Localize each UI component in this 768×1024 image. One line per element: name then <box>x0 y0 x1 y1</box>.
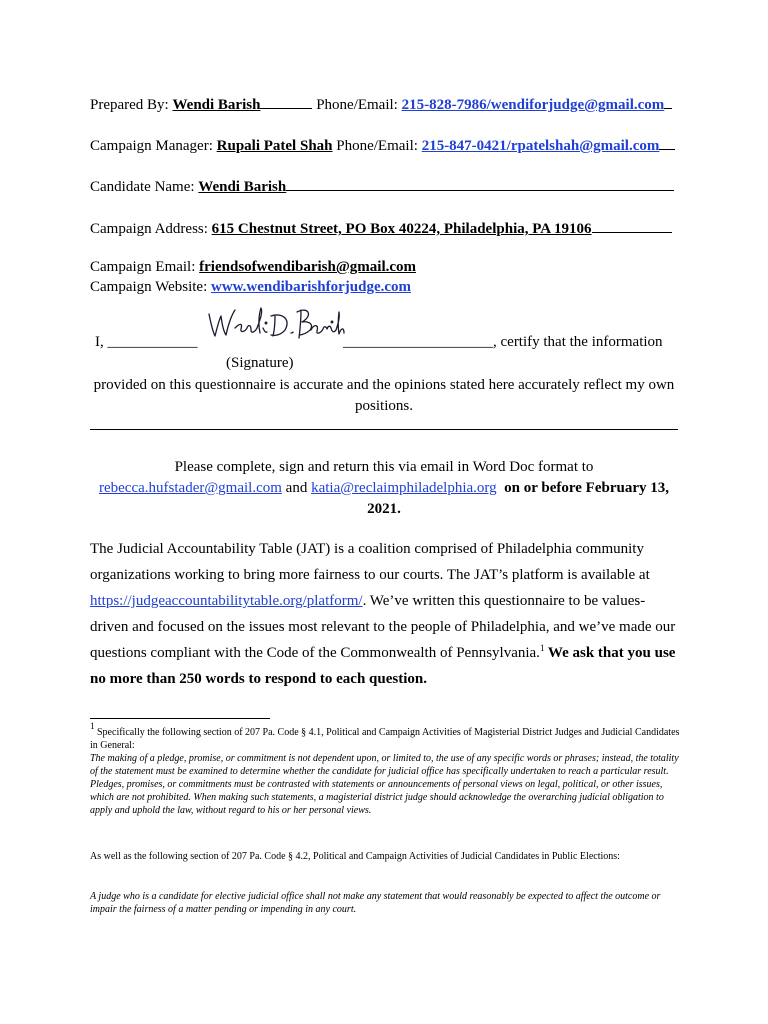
footnote-ref[interactable]: 1 <box>539 643 545 653</box>
campaign-website-line <box>90 278 411 296</box>
intro-bold-request: We ask that you use no more than 250 words to respond to each question. <box>90 645 676 687</box>
campaign-address-line <box>90 218 672 238</box>
instructions-and: and <box>281 480 312 496</box>
signature-caption: (Signature) <box>226 355 294 371</box>
campaign-website-label: Campaign Website: <box>90 279 211 295</box>
certification-prefix: I, ____________ <box>95 334 198 350</box>
prepared-contact-fill <box>664 94 672 109</box>
candidate-name-value: Wendi Barish <box>198 179 287 195</box>
manager-contact-link[interactable]: 215-847-0421/rpatelshah@gmail.com <box>421 138 660 154</box>
footnote-second-intro: As well as the following section of 207 Pa. Code § 4.2, Political and Campaign Activities of Judicial Candidates in Public Elections: <box>90 851 620 862</box>
campaign-website-link[interactable]: www.wendibarishforjudge.com <box>211 279 412 295</box>
footnote-quote-2: A judge who is a candidate for elective judicial office shall not make any statement that would reasonably be expected to affect the outcome or impair the fairness of a matter pending or impending in any court. <box>90 891 661 915</box>
instructions-block <box>90 457 678 520</box>
phone-email-label: Phone/Email: <box>316 97 402 113</box>
intro-paragraph <box>90 536 680 692</box>
footnote-block <box>90 721 680 817</box>
footnote-separator <box>90 718 270 719</box>
footnote-intro: Specifically the following section of 207 Pa. Code § 4.1, Political and Campaign Activities of Magisterial District Judges and Judicial Candidates in General: <box>90 727 680 751</box>
footnote-quote-2-block <box>90 890 680 916</box>
campaign-email-value: friendsofwendibarish@gmail.com <box>199 259 417 275</box>
certification-body: provided on this questionnaire is accurate and the opinions stated here accurately reflect my own positions. <box>93 377 675 414</box>
candidate-name-line <box>90 176 674 196</box>
campaign-manager-name: Rupali Patel Shah <box>216 138 333 154</box>
candidate-name-label: Candidate Name: <box>90 179 199 195</box>
prepared-by-fill <box>260 94 312 109</box>
certification-line <box>95 333 198 351</box>
footnote-number: 1 <box>90 721 95 731</box>
prepared-contact-link[interactable]: 215-828-7986/wendiforjudge@gmail.com <box>401 97 665 113</box>
manager-phone-email-label: Phone/Email: <box>336 138 422 154</box>
campaign-address-fill <box>592 218 672 233</box>
certification-blank: ____________________ <box>343 334 493 350</box>
certification-middle <box>343 333 663 351</box>
prepared-by-line <box>90 94 672 114</box>
footnote-quote-1: The making of a pledge, promise, or commitment is not dependent upon, or limited to, the use of any specific words or phrases; instead, the totality of the statement must be examined to determine whether the candidate for judicial office has specifically undertaken to reach a particular result. Pledges, promises, or commitments must be contrasted with statements or announcements of personal views on legal, political, or other issues, which are not prohibited. When making such statements, a magisterial district judge should acknowledge the overarching judicial obligation to apply and uphold the law, without regard to his or her personal views. <box>90 753 679 816</box>
email-link-katia[interactable]: katia@reclaimphiladelphia.org <box>311 480 497 496</box>
campaign-address-label: Campaign Address: <box>90 221 212 237</box>
campaign-address-value: 615 Chestnut Street, PO Box 40224, Philadelphia, PA 19106 <box>211 221 592 237</box>
intro-text-1: The Judicial Accountability Table (JAT) is a coalition comprised of Philadelphia community organizations working to bring more fairness to our courts. The JAT’s platform is available at <box>90 541 650 583</box>
campaign-manager-label: Campaign Manager: <box>90 138 217 154</box>
instructions-deadline: on or before February 13, 2021. <box>367 480 669 517</box>
platform-link[interactable]: https://judgeaccountabilitytable.org/platform/ <box>90 593 363 609</box>
prepared-by-name: Wendi Barish <box>172 97 261 113</box>
section-divider <box>90 429 678 430</box>
email-link-rebecca[interactable]: rebecca.hufstader@gmail.com <box>99 480 282 496</box>
prepared-by-label: Prepared By: <box>90 97 173 113</box>
campaign-email-label: Campaign Email: <box>90 259 200 275</box>
candidate-name-fill <box>286 176 674 191</box>
campaign-manager-line <box>90 135 675 155</box>
instructions-line1: Please complete, sign and return this via email in Word Doc format to <box>174 459 594 475</box>
intro-text-2: . We’ve written this questionnaire to be values-driven and focused on the issues most relevant to the people of Philadelphia, and we’ve made our questions compliant with the Code of the Commonwealth of Pennsylvania. <box>90 593 676 661</box>
certification-suffix: , certify that the information <box>493 334 663 350</box>
manager-contact-fill <box>659 135 675 150</box>
campaign-email-line <box>90 258 416 276</box>
signature-image <box>205 302 347 346</box>
